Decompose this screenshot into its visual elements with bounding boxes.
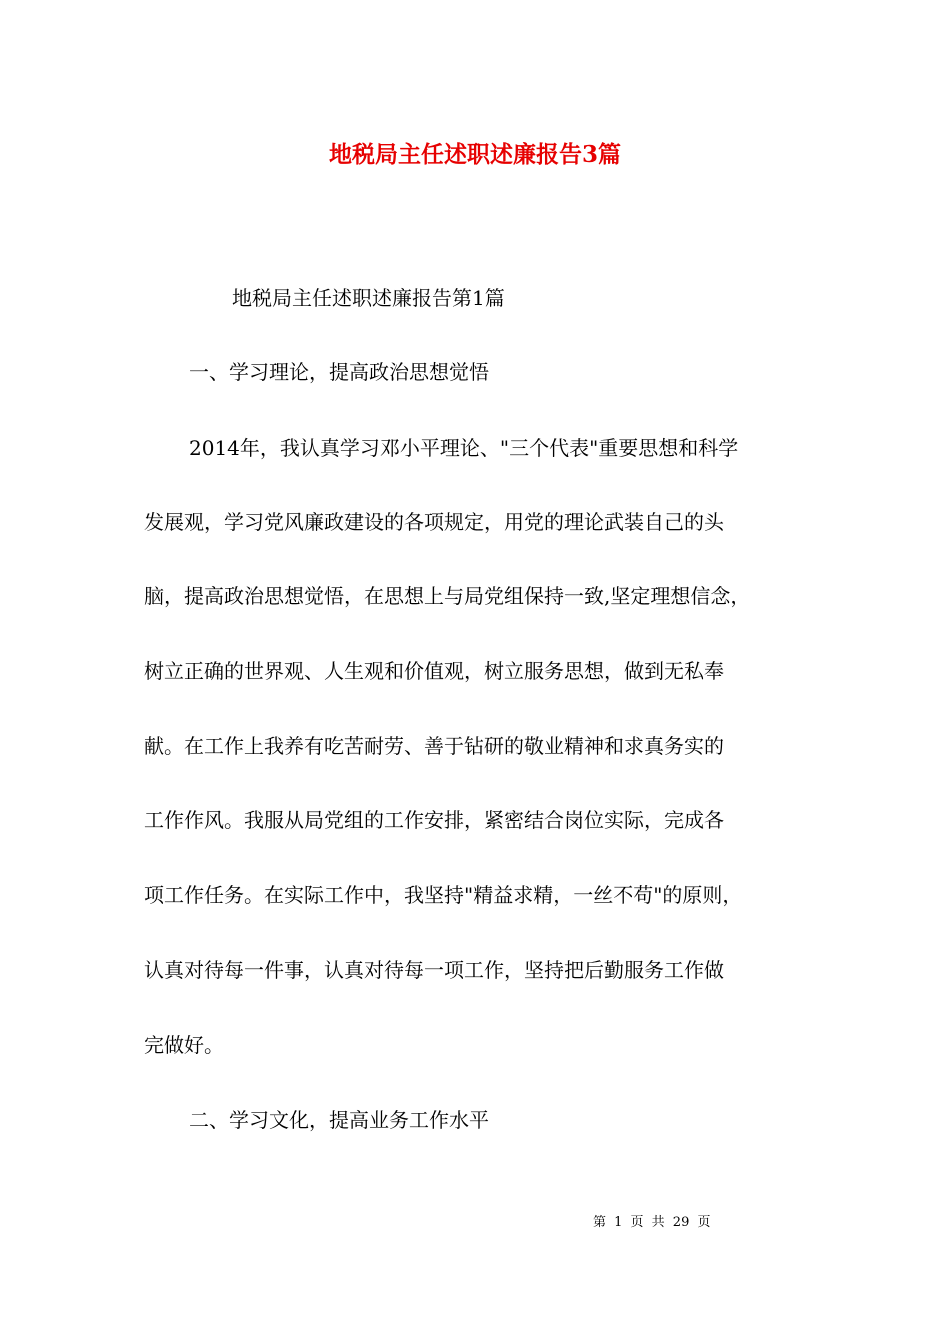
section-heading-1: 一、学习理论，提高政治思想觉悟: [189, 360, 489, 384]
paragraph-line: 树立正确的世界观、人生观和价值观，树立服务思想，做到无私奉: [144, 659, 724, 683]
paragraph-line: 献。在工作上我养有吃苦耐劳、善于钻研的敬业精神和求真务实的: [144, 734, 724, 758]
section-heading-2: 二、学习文化，提高业务工作水平: [189, 1108, 489, 1132]
paragraph-line: 2014年，我认真学习邓小平理论、"三个代表"重要思想和科学: [189, 436, 739, 460]
paragraph-line: 项工作任务。在实际工作中，我坚持"精益求精，一丝不苟"的原则，: [144, 883, 743, 907]
paragraph-line: 发展观，学习党风廉政建设的各项规定，用党的理论武装自己的头: [144, 510, 724, 534]
document-title: 地税局主任述职述廉报告3篇: [328, 141, 621, 168]
paragraph-line: 脑，提高政治思想觉悟，在思想上与局党组保持一致,坚定理想信念，: [144, 584, 751, 608]
paragraph-line: 工作作风。我服从局党组的工作安排，紧密结合岗位实际，完成各: [144, 808, 724, 832]
paragraph-line: 认真对待每一件事，认真对待每一项工作，坚持把后勤服务工作做: [144, 958, 724, 982]
page-number: 第 1 页 共 29 页: [593, 1215, 711, 1230]
paragraph-line: 完做好。: [144, 1033, 224, 1057]
document-subtitle: 地税局主任述职述廉报告第1篇: [232, 286, 505, 310]
